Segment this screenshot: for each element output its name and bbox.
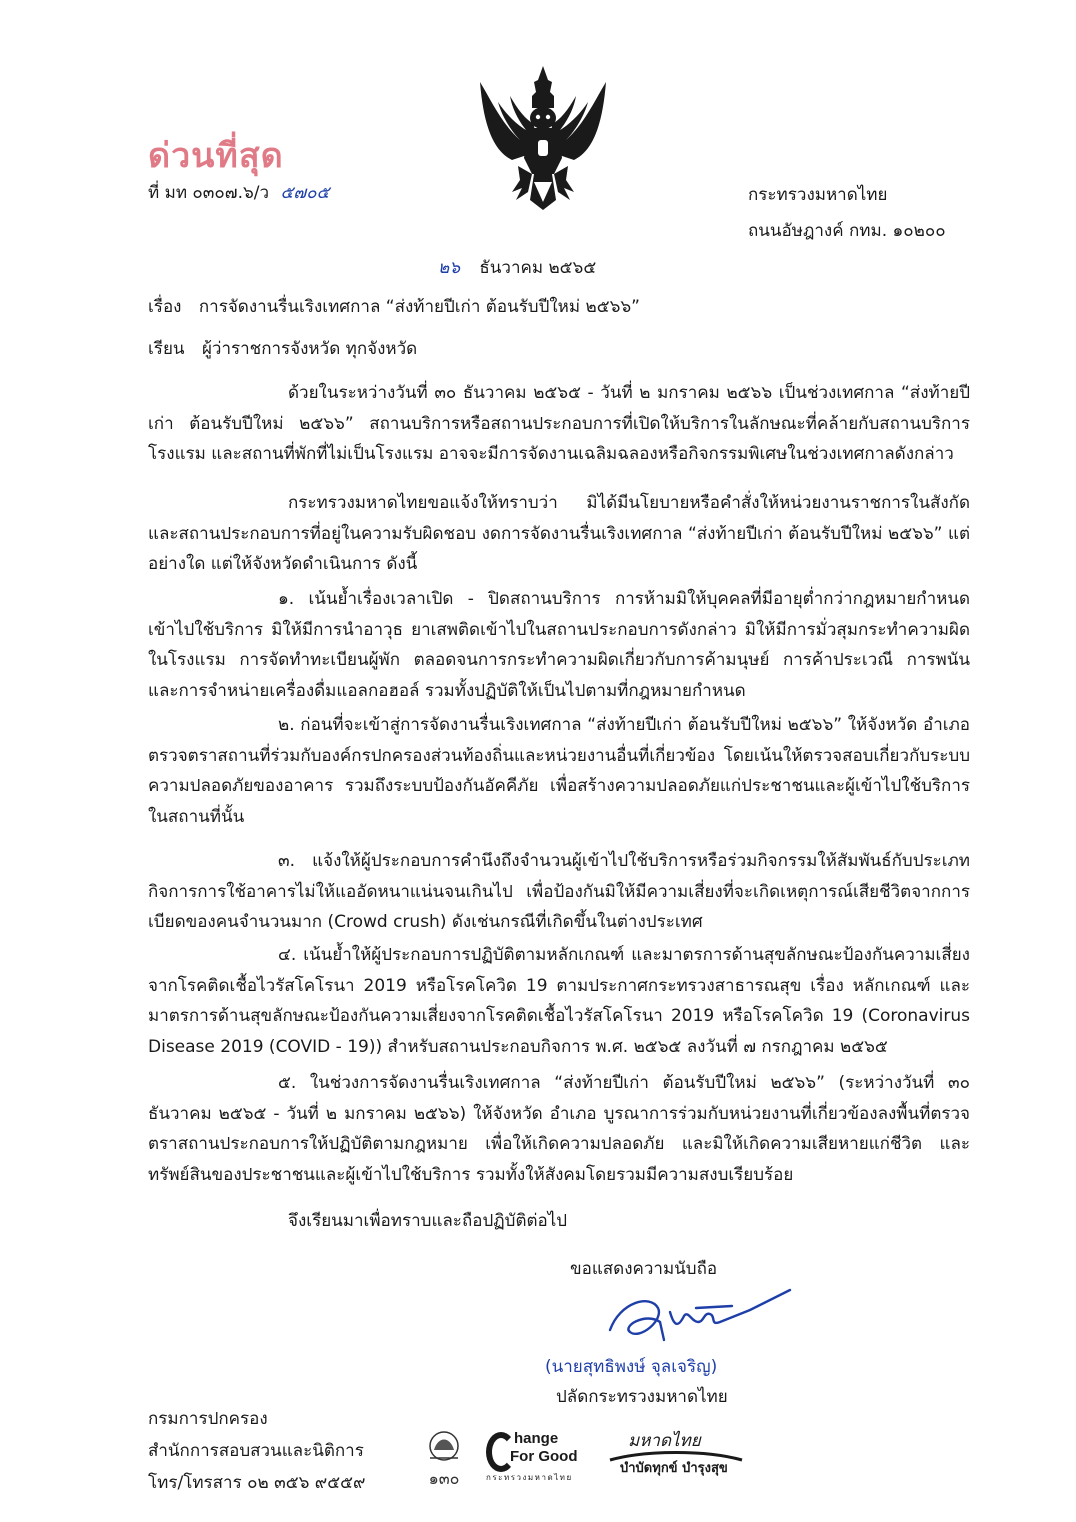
item-1-text: ๑. เน้นย้ำเรื่องเวลาเปิด - ปิดสถานบริการ การห้ามมิให้บุคคลที่มีอายุต่ำกว่ากฎหมายกำหนดเข้าไปใช้บริการ มิให้มีการนำอาวุธ ยาเสพติดเข้าไปในสถานประกอบการดังกล่าว มิให้มีการมั่วสุมกระทำความผิดในโรงแรม การจัดทำทะเบียนผู้พัก ตลอดจนการกระทำความผิดเกี่ยวกับการค้ามนุษย์ การค้าประเวณี การพนัน และการจำหน่ายเครื่องดื่มแอลกอฮอล์ รวมทั้งปฏิบัติให้เป็นไปตามที่กฎหมายกำหนด <box>148 589 970 701</box>
footer-phone: โทร/โทรสาร ๐๒ ๓๕๖ ๙๕๕๙ <box>148 1473 366 1493</box>
ministry-name: กระทรวงมหาดไทย <box>748 185 888 205</box>
subject-label: เรื่อง <box>148 297 182 317</box>
subject-text: การจัดงานรื่นเริงเทศกาล “ส่งท้ายปีเก่า ต้อนรับปีใหม่ ๒๕๖๖” <box>198 297 640 317</box>
list-item-3 <box>148 846 970 938</box>
date-day-handwritten: ๒๖ <box>438 258 460 278</box>
reference-number <box>148 178 329 208</box>
body-paragraph-2 <box>148 488 970 580</box>
logo-130-text: ๑๓๐ <box>428 1469 460 1488</box>
anniversary-emblem-icon <box>418 1428 470 1464</box>
footer-department: กรมการปกครอง <box>148 1409 268 1429</box>
reference-prefix: ที่ มท ๐๓๐๗.๖/ว <box>148 183 270 203</box>
recipient-label: เรียน <box>148 339 185 359</box>
footer-office: สำนักการสอบสวนและนิติการ <box>148 1441 364 1461</box>
respect-line: ขอแสดงความนับถือ <box>570 1259 718 1279</box>
bamrung-script: มหาดไทย <box>628 1431 701 1451</box>
logo-130-years <box>418 1428 470 1490</box>
cfg-line2: For Good <box>510 1448 578 1465</box>
ministry-address: ถนนอัษฎางค์ กทม. ๑๐๒๐๐ <box>748 221 946 241</box>
reference-handwritten-number: ๕๗๐๕ <box>280 183 330 203</box>
handwritten-signature <box>600 1282 800 1348</box>
subject-line <box>148 292 640 322</box>
body-paragraph-1 <box>148 378 970 470</box>
list-item-5 <box>148 1068 970 1190</box>
bamrung-sook-logo <box>606 1430 746 1488</box>
cfg-line1: hange <box>514 1430 559 1447</box>
closing-sentence: จึงเรียนมาเพื่อทราบและถือปฏิบัติต่อไป <box>288 1211 568 1231</box>
list-item-1 <box>148 584 970 706</box>
document-date <box>438 253 596 283</box>
change-for-good-logo <box>486 1428 598 1488</box>
item-2-text: ๒. ก่อนที่จะเข้าสู่การจัดงานรื่นเริงเทศกาล “ส่งท้ายปีเก่า ต้อนรับปีใหม่ ๒๕๖๖” ให้จังหวัด อำเภอ ตรวจตราสถานที่ร่วมกับองค์กรปกครองส่วนท้องถิ่นและหน่วยงานอื่นที่เกี่ยวข้อง โดยเน้นให้ตรวจสอบเกี่ยวกับระบบความปลอดภัยของอาคาร รวมถึงระบบป้องกันอัคคีภัย เพื่อสร้างความปลอดภัยแก่ประชาชนและผู้เข้าไปใช้บริการในสถานที่นั้น <box>148 715 970 827</box>
recipient-text: ผู้ว่าราชการจังหวัด ทุกจังหวัด <box>201 339 418 359</box>
garuda-emblem <box>472 62 614 212</box>
item-4-text: ๔. เน้นย้ำให้ผู้ประกอบการปฏิบัติตามหลักเกณฑ์ และมาตรการด้านสุขลักษณะป้องกันความเสี่ยงจากโรคติดเชื้อไวรัสโคโรนา 2019 หรือโรคโควิด 19 ตามประกาศกระทรวงสาธารณสุข เรื่อง หลักเกณฑ์ และมาตรการด้านสุขลักษณะป้องกันความเสี่ยงจากโรคติดเชื้อไวรัสโคโรนา 2019 หรือโรคโควิด 19 (Coronavirus Disease 2019 (COVID - 19)) สำหรับสถานประกอบกิจการ พ.ศ. ๒๕๖๕ ลงวันที่ ๗ กรกฎาคม ๒๕๖๕ <box>148 945 970 1057</box>
signatory-name: (นายสุทธิพงษ์ จุลเจริญ) <box>545 1357 718 1377</box>
cfg-subtitle: กระทรวงมหาดไทย <box>486 1473 573 1482</box>
signatory-position: ปลัดกระทรวงมหาดไทย <box>556 1387 728 1407</box>
item-3-text: ๓. แจ้งให้ผู้ประกอบการคำนึงถึงจำนวนผู้เข้าไปใช้บริการหรือร่วมกิจกรรมให้สัมพันธ์กับประเภทกิจการการใช้อาคารไม่ให้แออัดหนาแน่นจนเกินไป เพื่อป้องกันมิให้มีความเสี่ยงที่จะเกิดเหตุการณ์เสียชีวิตจากการเบียดของคนจำนวนมาก (Crowd crush) ดังเช่นกรณีที่เกิดขึ้นในต่างประเทศ <box>148 851 970 932</box>
list-item-4 <box>148 940 970 1062</box>
paragraph-2-text: กระทรวงมหาดไทยขอแจ้งให้ทราบว่า มิได้มีนโยบายหรือคำสั่งให้หน่วยงานราชการในสังกัด และสถานประกอบการที่อยู่ในความรับผิดชอบ งดการจัดงานรื่นเริงเทศกาล “ส่งท้ายปีเก่า ต้อนรับปีใหม่ ๒๕๖๖” แต่อย่างใด แต่ให้จังหวัดดำเนินการ ดังนี้ <box>148 493 970 574</box>
bamrung-caption: บำบัดทุกข์ บำรุงสุข <box>620 1461 728 1476</box>
list-item-2 <box>148 710 970 832</box>
paragraph-1-text: ด้วยในระหว่างวันที่ ๓๐ ธันวาคม ๒๕๖๕ - วันที่ ๒ มกราคม ๒๕๖๖ เป็นช่วงเทศกาล “ส่งท้ายปีเก่า ต้อนรับปีใหม่ ๒๕๖๖” สถานบริการหรือสถานประกอบการที่เปิดให้บริการในลักษณะที่คล้ายกับสถานบริการ โรงแรม และสถานที่พักที่ไม่เป็นโรงแรม อาจจะมีการจัดงานเฉลิมฉลองหรือกิจกรรมพิเศษในช่วงเทศกาลดังกล่าว <box>148 383 970 464</box>
item-5-text: ๕. ในช่วงการจัดงานรื่นเริงเทศกาล “ส่งท้ายปีเก่า ต้อนรับปีใหม่ ๒๕๖๖” (ระหว่างวันที่ ๓๐ ธันวาคม ๒๕๖๕ - วันที่ ๒ มกราคม ๒๕๖๖) ให้จังหวัด อำเภอ บูรณาการร่วมกับหน่วยงานที่เกี่ยวข้องลงพื้นที่ตรวจตราสถานประกอบการให้ปฏิบัติตามกฎหมาย เพื่อให้เกิดความปลอดภัย และมิให้เกิดความเสียหายแก่ชีวิต และทรัพย์สินของประชาชนและผู้เข้าไปใช้บริการ รวมทั้งให้สังคมโดยรวมมีความสงบเรียบร้อย <box>148 1073 970 1185</box>
date-month-year: ธันวาคม ๒๕๖๕ <box>479 258 597 278</box>
recipient-line <box>148 334 417 364</box>
urgency-stamp: ด่วนที่สุด <box>148 136 284 176</box>
